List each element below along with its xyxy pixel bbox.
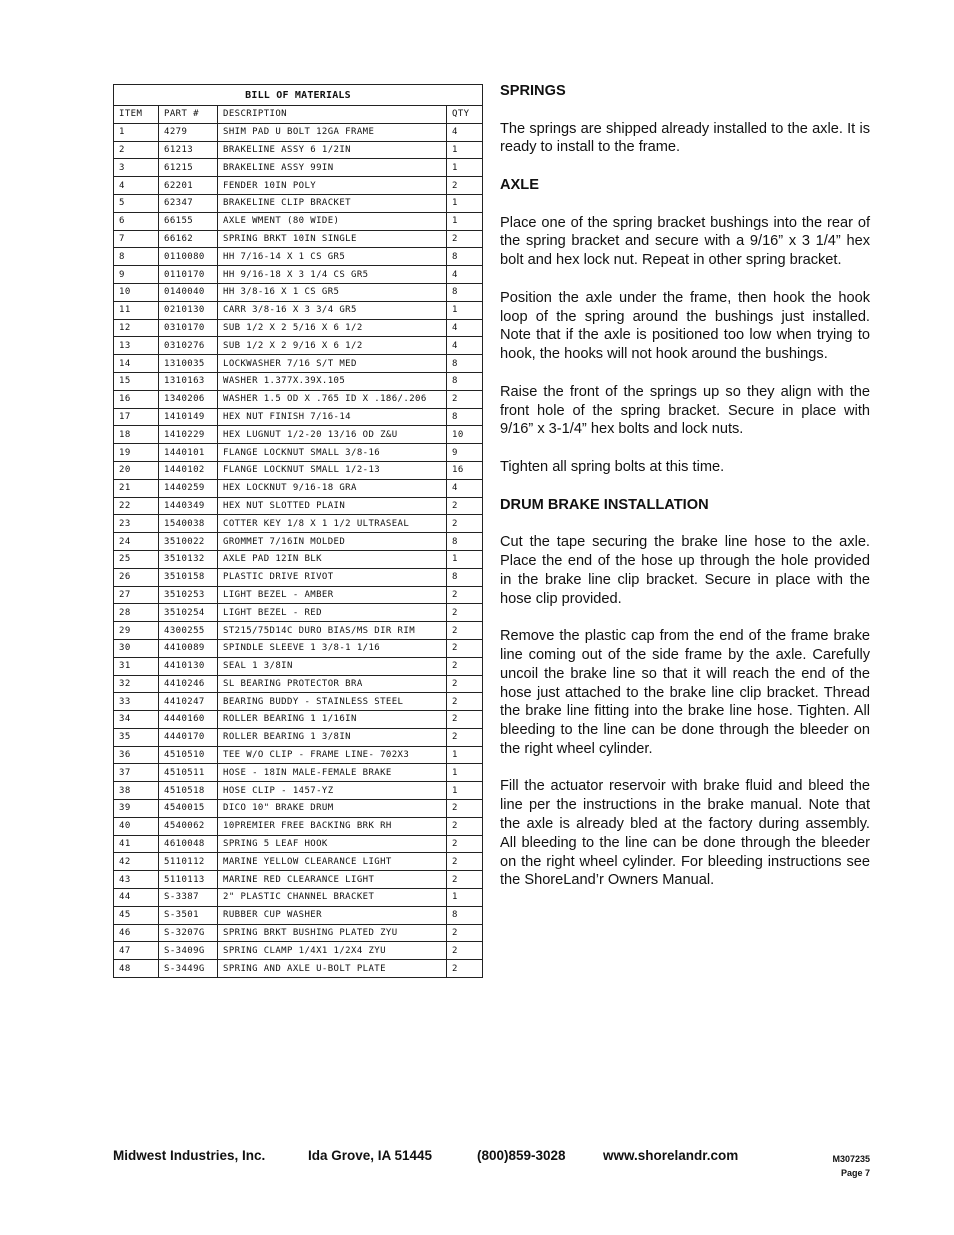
bom-part-cell: 1440101 (159, 444, 218, 462)
table-row (114, 337, 483, 355)
table-row (114, 372, 483, 390)
bom-item-cell: 15 (114, 372, 159, 390)
bom-qty-cell: 1 (447, 301, 483, 319)
bom-qty-cell: 2 (447, 604, 483, 622)
bom-part-cell: 4279 (159, 123, 218, 141)
footer-location: Ida Grove, IA 51445 (308, 1148, 433, 1163)
bom-part-cell: 4610048 (159, 835, 218, 853)
bom-part-cell: 4510511 (159, 764, 218, 782)
bom-description-cell: WASHER 1.5 OD X .765 ID X .186/.206 (218, 390, 447, 408)
bom-description-cell: PLASTIC DRIVE RIVOT (218, 568, 447, 586)
bom-description-cell: MARINE RED CLEARANCE LIGHT (218, 871, 447, 889)
bom-item-cell: 8 (114, 248, 159, 266)
bom-description-cell: SPRING AND AXLE U-BOLT PLATE (218, 960, 447, 978)
table-row (114, 194, 483, 212)
bom-item-cell: 25 (114, 550, 159, 568)
bom-part-cell: 0310276 (159, 337, 218, 355)
bom-part-cell: 5110112 (159, 853, 218, 871)
bom-description-cell: SPRING CLAMP 1/4X1 1/2X4 ZYU (218, 942, 447, 960)
bom-part-cell: 1310163 (159, 372, 218, 390)
bom-part-cell: 4510518 (159, 782, 218, 800)
bom-qty-cell: 2 (447, 497, 483, 515)
bom-qty-cell: 8 (447, 533, 483, 551)
bom-qty-cell: 2 (447, 693, 483, 711)
bom-part-cell: 62201 (159, 177, 218, 195)
bom-part-cell: 3510253 (159, 586, 218, 604)
bom-header-row (114, 106, 483, 124)
table-row (114, 426, 483, 444)
bom-item-cell: 9 (114, 266, 159, 284)
bom-item-cell: 34 (114, 711, 159, 729)
bom-item-cell: 20 (114, 461, 159, 479)
bom-description-cell: LIGHT BEZEL - AMBER (218, 586, 447, 604)
table-row (114, 479, 483, 497)
table-row (114, 960, 483, 978)
bom-item-cell: 30 (114, 639, 159, 657)
bom-description-cell: 2" PLASTIC CHANNEL BRACKET (218, 889, 447, 907)
bom-part-cell: 4410130 (159, 657, 218, 675)
bom-item-cell: 37 (114, 764, 159, 782)
table-row (114, 693, 483, 711)
bom-part-cell: 4410247 (159, 693, 218, 711)
table-row (114, 408, 483, 426)
bom-description-cell: HOSE - 18IN MALE-FEMALE BRAKE (218, 764, 447, 782)
bom-qty-cell: 4 (447, 337, 483, 355)
doc-number: M307235 (832, 1154, 870, 1164)
table-row (114, 141, 483, 159)
bom-item-cell: 1 (114, 123, 159, 141)
bom-item-cell: 14 (114, 355, 159, 373)
bom-item-cell: 46 (114, 924, 159, 942)
table-row (114, 817, 483, 835)
bom-qty-cell: 8 (447, 408, 483, 426)
bom-description-cell: CARR 3/8-16 X 3 3/4 GR5 (218, 301, 447, 319)
bom-part-cell: 4410089 (159, 639, 218, 657)
bom-item-cell: 10 (114, 283, 159, 301)
table-row (114, 889, 483, 907)
bom-qty-cell: 16 (447, 461, 483, 479)
bom-part-cell: S-3501 (159, 906, 218, 924)
table-row (114, 782, 483, 800)
bom-header-item: ITEM (114, 106, 159, 124)
table-row (114, 728, 483, 746)
bom-description-cell: FENDER 10IN POLY (218, 177, 447, 195)
bom-description-cell: GROMMET 7/16IN MOLDED (218, 533, 447, 551)
bom-qty-cell: 9 (447, 444, 483, 462)
bom-item-cell: 6 (114, 212, 159, 230)
bom-qty-cell: 1 (447, 889, 483, 907)
table-row (114, 444, 483, 462)
bom-part-cell: 1440102 (159, 461, 218, 479)
table-row (114, 319, 483, 337)
bom-qty-cell: 2 (447, 942, 483, 960)
bom-description-cell: FLANGE LOCKNUT SMALL 1/2-13 (218, 461, 447, 479)
bom-part-cell: 1410149 (159, 408, 218, 426)
table-row (114, 355, 483, 373)
bom-item-cell: 5 (114, 194, 159, 212)
bom-part-cell: 3510158 (159, 568, 218, 586)
bom-qty-cell: 2 (447, 853, 483, 871)
bom-item-cell: 11 (114, 301, 159, 319)
bom-qty-cell: 2 (447, 657, 483, 675)
bom-item-cell: 42 (114, 853, 159, 871)
bom-item-cell: 18 (114, 426, 159, 444)
bom-qty-cell: 8 (447, 906, 483, 924)
bom-description-cell: SEAL 1 3/8IN (218, 657, 447, 675)
bom-item-cell: 41 (114, 835, 159, 853)
bom-qty-cell: 2 (447, 817, 483, 835)
table-row (114, 835, 483, 853)
table-row (114, 301, 483, 319)
bom-item-cell: 7 (114, 230, 159, 248)
table-row (114, 746, 483, 764)
bom-part-cell: 1340206 (159, 390, 218, 408)
bill-of-materials-table (113, 84, 483, 978)
axle-paragraph: Raise the front of the springs up so they align with the front hole of the spring bracket. Secure in place with 9/16” x 3-1/4” hex bolts and lock nuts. (500, 383, 870, 438)
drum-brake-paragraph: Remove the plastic cap from the end of the frame brake line coming out of the side frame by the axle. Carefully uncoil the brake line so that it will reach the end of the hose just attached to the brake line clip bracket. Thread the brake line fitting into the brake line hose. Tighten. All bleeding to the line can be done through the bleeder on the right wheel cylinder. (500, 628, 870, 757)
bom-part-cell: 1540038 (159, 515, 218, 533)
bom-description-cell: SPRING 5 LEAF HOOK (218, 835, 447, 853)
bom-description-cell: HH 9/16-18 X 3 1/4 CS GR5 (218, 266, 447, 284)
drum-brake-paragraph: Cut the tape securing the brake line hose to the axle. Place the end of the hose up through the hole provided in the brake line clip bracket. Secure in place with the hose clip provided. (500, 534, 870, 607)
bom-description-cell: HEX NUT SLOTTED PLAIN (218, 497, 447, 515)
bom-description-cell: TEE W/O CLIP - FRAME LINE- 702X3 (218, 746, 447, 764)
bom-qty-cell: 2 (447, 639, 483, 657)
bom-part-cell: 4410246 (159, 675, 218, 693)
instructions (500, 82, 870, 909)
springs-paragraph: The springs are shipped already installed to the axle. It is ready to install to the frame. (500, 120, 870, 156)
footer-company: Midwest Industries, Inc. (113, 1148, 266, 1163)
bom-qty-cell: 8 (447, 283, 483, 301)
bom-qty-cell: 4 (447, 319, 483, 337)
bom-description-cell: HEX LOCKNUT 9/16-18 GRA (218, 479, 447, 497)
bom-item-cell: 4 (114, 177, 159, 195)
bom-header-part: PART # (159, 106, 218, 124)
table-row (114, 533, 483, 551)
drum-brake-heading: DRUM BRAKE INSTALLATION (500, 496, 709, 513)
bom-qty-cell: 4 (447, 123, 483, 141)
bom-item-cell: 27 (114, 586, 159, 604)
bom-description-cell: FLANGE LOCKNUT SMALL 3/8-16 (218, 444, 447, 462)
table-row (114, 711, 483, 729)
bom-part-cell: S-3207G (159, 924, 218, 942)
table-row (114, 675, 483, 693)
bom-qty-cell: 2 (447, 835, 483, 853)
footer-website: www.shorelandr.com (603, 1148, 739, 1163)
bom-item-cell: 28 (114, 604, 159, 622)
bom-description-cell: COTTER KEY 1/8 X 1 1/2 ULTRASEAL (218, 515, 447, 533)
table-row (114, 871, 483, 889)
bom-qty-cell: 8 (447, 372, 483, 390)
bom-part-cell: 0140040 (159, 283, 218, 301)
bom-item-cell: 17 (114, 408, 159, 426)
axle-paragraph: Tighten all spring bolts at this time. (500, 458, 725, 475)
bom-qty-cell: 2 (447, 871, 483, 889)
bom-qty-cell: 1 (447, 550, 483, 568)
bom-item-cell: 19 (114, 444, 159, 462)
bom-item-cell: 29 (114, 622, 159, 640)
bom-item-cell: 48 (114, 960, 159, 978)
bom-description-cell: BRAKELINE ASSY 99IN (218, 159, 447, 177)
bom-item-cell: 26 (114, 568, 159, 586)
bom-item-cell: 31 (114, 657, 159, 675)
axle-paragraph: Place one of the spring bracket bushings into the rear of the spring bracket and secure with a 9/16” x 3 1/4” hex bolt and hex lock nut. Repeat in other spring bracket. (500, 214, 870, 269)
bom-qty-cell: 2 (447, 728, 483, 746)
bom-part-cell: 0110170 (159, 266, 218, 284)
bom-qty-cell: 1 (447, 194, 483, 212)
bom-part-cell: 3510254 (159, 604, 218, 622)
bom-description-cell: SPRING BRKT BUSHING PLATED ZYU (218, 924, 447, 942)
table-row (114, 497, 483, 515)
table-row (114, 283, 483, 301)
bom-description-cell: HOSE CLIP - 1457-YZ (218, 782, 447, 800)
bom-description-cell: SL BEARING PROTECTOR BRA (218, 675, 447, 693)
table-row (114, 764, 483, 782)
bom-item-cell: 16 (114, 390, 159, 408)
bom-part-cell: S-3387 (159, 889, 218, 907)
bom-part-cell: 1440259 (159, 479, 218, 497)
bom-part-cell: 4300255 (159, 622, 218, 640)
table-row (114, 657, 483, 675)
table-row (114, 248, 483, 266)
bom-qty-cell: 2 (447, 515, 483, 533)
bom-qty-cell: 2 (447, 622, 483, 640)
bom-item-cell: 43 (114, 871, 159, 889)
table-row (114, 800, 483, 818)
table-row (114, 568, 483, 586)
bom-part-cell: 1440349 (159, 497, 218, 515)
bom-description-cell: BEARING BUDDY - STAINLESS STEEL (218, 693, 447, 711)
table-row (114, 550, 483, 568)
bom-item-cell: 39 (114, 800, 159, 818)
bom-part-cell: 0110080 (159, 248, 218, 266)
bom-description-cell: WASHER 1.377X.39X.105 (218, 372, 447, 390)
bom-part-cell: 0310170 (159, 319, 218, 337)
bom-qty-cell: 2 (447, 800, 483, 818)
bom-qty-cell: 1 (447, 141, 483, 159)
bom-item-cell: 3 (114, 159, 159, 177)
bom-item-cell: 32 (114, 675, 159, 693)
bom-part-cell: 61215 (159, 159, 218, 177)
bom-qty-cell: 2 (447, 924, 483, 942)
bom-part-cell: 4510510 (159, 746, 218, 764)
bom-description-cell: AXLE WMENT (80 WIDE) (218, 212, 447, 230)
bom-header-description: DESCRIPTION (218, 106, 447, 124)
table-row (114, 586, 483, 604)
bom-part-cell: 62347 (159, 194, 218, 212)
bom-qty-cell: 8 (447, 248, 483, 266)
table-row (114, 266, 483, 284)
bom-qty-cell: 1 (447, 159, 483, 177)
bom-description-cell: SHIM PAD U BOLT 12GA FRAME (218, 123, 447, 141)
table-row (114, 390, 483, 408)
table-row (114, 159, 483, 177)
bom-item-cell: 33 (114, 693, 159, 711)
axle-paragraph: Position the axle under the frame, then hook the hook loop of the spring around the bushings just installed. Note that if the axle is positioned too low when trying to hook, the hooks will not hook around the bushings. (500, 289, 870, 363)
bom-part-cell: 1310035 (159, 355, 218, 373)
bom-part-cell: 3510022 (159, 533, 218, 551)
springs-heading: SPRINGS (500, 83, 566, 99)
bom-qty-cell: 4 (447, 266, 483, 284)
axle-heading: AXLE (500, 176, 539, 193)
table-row (114, 230, 483, 248)
bom-description-cell: SPINDLE SLEEVE 1 3/8-1 1/16 (218, 639, 447, 657)
bom-item-cell: 13 (114, 337, 159, 355)
bom-qty-cell: 2 (447, 960, 483, 978)
bom-item-cell: 40 (114, 817, 159, 835)
page-number: Page 7 (840, 1168, 870, 1178)
table-row (114, 123, 483, 141)
bom-title-row (114, 85, 483, 106)
bom-qty-cell: 8 (447, 355, 483, 373)
bom-qty-cell: 2 (447, 230, 483, 248)
drum-brake-paragraph: Fill the actuator reservoir with brake fluid and bleed the line per the instructions in the brake manual. Note that the axle is already bled at the factory during assembly. All bleeding to the line can be done through the bleeder on the right wheel cylinder. For bleeding instructions see the ShoreLand’r Owners Manual. (500, 778, 870, 889)
bom-qty-cell: 1 (447, 746, 483, 764)
bom-description-cell: SUB 1/2 X 2 9/16 X 6 1/2 (218, 337, 447, 355)
bom-description-cell: LOCKWASHER 7/16 S/T MED (218, 355, 447, 373)
bom-title: BILL OF MATERIALS (114, 85, 483, 106)
bom-item-cell: 21 (114, 479, 159, 497)
table-row (114, 604, 483, 622)
bom-qty-cell: 2 (447, 177, 483, 195)
bom-item-cell: 24 (114, 533, 159, 551)
bom-description-cell: 10PREMIER FREE BACKING BRK RH (218, 817, 447, 835)
table-row (114, 461, 483, 479)
bom-qty-cell: 1 (447, 764, 483, 782)
bom-part-cell: 1410229 (159, 426, 218, 444)
bom-item-cell: 35 (114, 728, 159, 746)
bom-description-cell: SPRING BRKT 10IN SINGLE (218, 230, 447, 248)
bom-description-cell: DICO 10" BRAKE DRUM (218, 800, 447, 818)
footer-phone: (800)859-3028 (477, 1148, 566, 1163)
bom-item-cell: 23 (114, 515, 159, 533)
bom-qty-cell: 8 (447, 568, 483, 586)
bom-part-cell: 4540062 (159, 817, 218, 835)
bom-item-cell: 47 (114, 942, 159, 960)
table-row (114, 515, 483, 533)
bom-qty-cell: 2 (447, 711, 483, 729)
bom-description-cell: RUBBER CUP WASHER (218, 906, 447, 924)
table-row (114, 177, 483, 195)
bom-qty-cell: 1 (447, 782, 483, 800)
table-row (114, 942, 483, 960)
bom-part-cell: 4440160 (159, 711, 218, 729)
bom-description-cell: MARINE YELLOW CLEARANCE LIGHT (218, 853, 447, 871)
bom-item-cell: 22 (114, 497, 159, 515)
table-row (114, 212, 483, 230)
bom-description-cell: AXLE PAD 12IN BLK (218, 550, 447, 568)
table-row (114, 906, 483, 924)
bom-description-cell: ROLLER BEARING 1 1/16IN (218, 711, 447, 729)
bom-part-cell: S-3449G (159, 960, 218, 978)
bom-item-cell: 44 (114, 889, 159, 907)
bom-part-cell: S-3409G (159, 942, 218, 960)
bom-description-cell: LIGHT BEZEL - RED (218, 604, 447, 622)
bom-item-cell: 45 (114, 906, 159, 924)
bom-part-cell: 66162 (159, 230, 218, 248)
bom-part-cell: 0210130 (159, 301, 218, 319)
bom-description-cell: ST215/75D14C DURO BIAS/MS DIR RIM (218, 622, 447, 640)
bom-item-cell: 2 (114, 141, 159, 159)
table-row (114, 622, 483, 640)
bom-description-cell: HH 3/8-16 X 1 CS GR5 (218, 283, 447, 301)
bom-part-cell: 61213 (159, 141, 218, 159)
bom-header-qty: QTY (447, 106, 483, 124)
bom-item-cell: 36 (114, 746, 159, 764)
table-row (114, 639, 483, 657)
bom-qty-cell: 2 (447, 675, 483, 693)
bom-qty-cell: 10 (447, 426, 483, 444)
bom-qty-cell: 1 (447, 212, 483, 230)
bom-description-cell: HEX NUT FINISH 7/16-14 (218, 408, 447, 426)
bom-description-cell: HEX LUGNUT 1/2-20 13/16 OD Z&U (218, 426, 447, 444)
bom-part-cell: 4540015 (159, 800, 218, 818)
bom-description-cell: ROLLER BEARING 1 3/8IN (218, 728, 447, 746)
bom-part-cell: 5110113 (159, 871, 218, 889)
table-row (114, 853, 483, 871)
bom-description-cell: HH 7/16-14 X 1 CS GR5 (218, 248, 447, 266)
bom-description-cell: SUB 1/2 X 2 5/16 X 6 1/2 (218, 319, 447, 337)
bom-part-cell: 4440170 (159, 728, 218, 746)
table-row (114, 924, 483, 942)
bom-qty-cell: 2 (447, 586, 483, 604)
document-id (830, 1152, 870, 1180)
bom-qty-cell: 2 (447, 390, 483, 408)
bom-item-cell: 38 (114, 782, 159, 800)
bom-item-cell: 12 (114, 319, 159, 337)
bom-part-cell: 3510132 (159, 550, 218, 568)
bom-part-cell: 66155 (159, 212, 218, 230)
bom-description-cell: BRAKELINE ASSY 6 1/2IN (218, 141, 447, 159)
bom-description-cell: BRAKELINE CLIP BRACKET (218, 194, 447, 212)
bom-qty-cell: 4 (447, 479, 483, 497)
